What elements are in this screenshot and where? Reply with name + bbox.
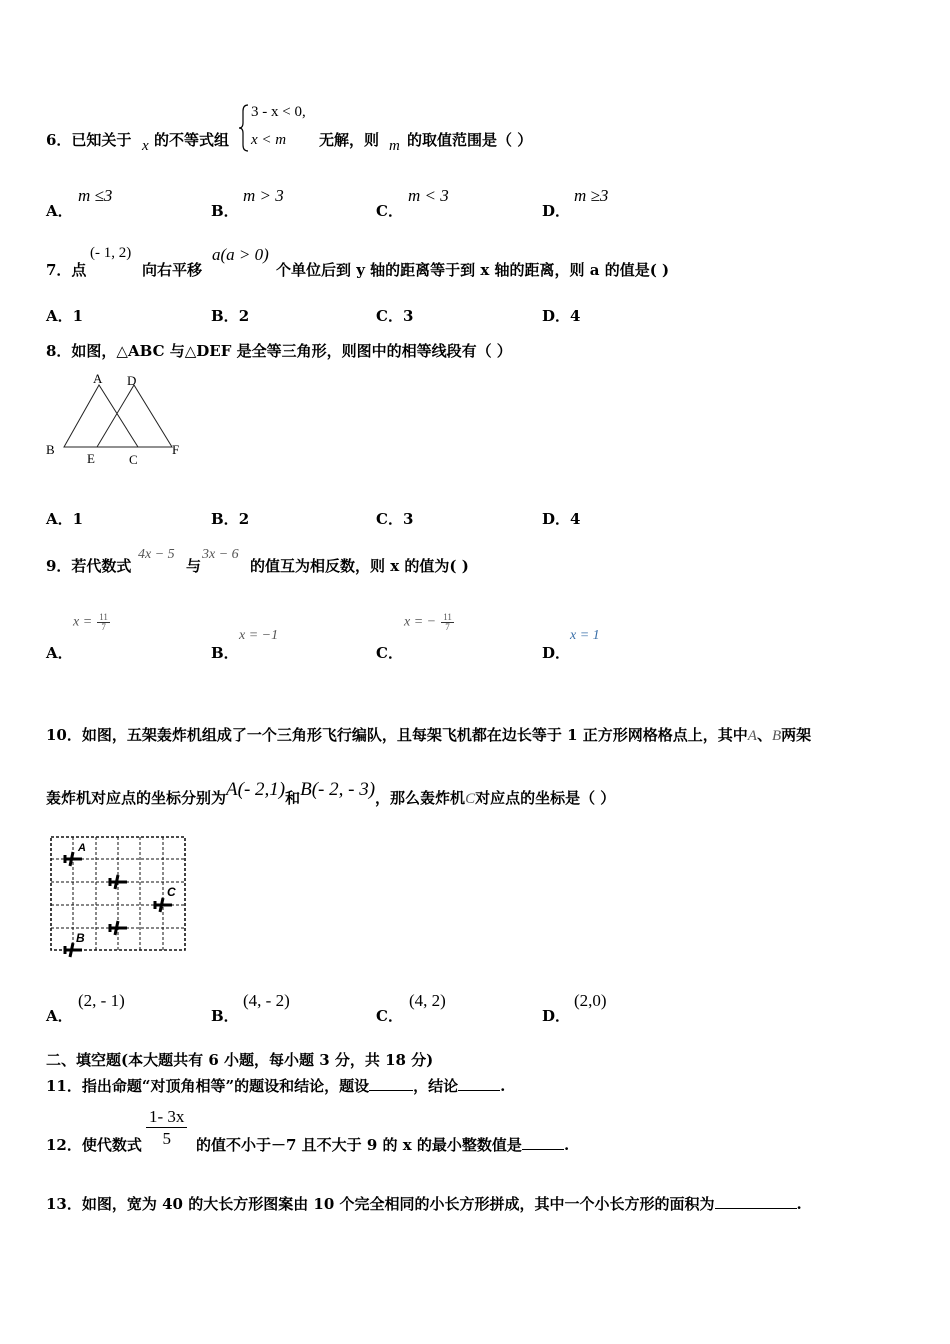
q6-var-x: x xyxy=(142,138,149,154)
q12-fraction xyxy=(146,1107,187,1150)
q9-option-a-den: 7 xyxy=(101,622,106,632)
q10-and: 和 xyxy=(285,789,301,807)
q12-pre: 12．使代数式 xyxy=(46,1136,142,1154)
label-e: E xyxy=(87,451,95,466)
q7-shift: a(a > 0) xyxy=(212,245,269,264)
q9-option-a-num: 11 xyxy=(99,612,108,622)
q7-option-a[interactable] xyxy=(46,305,83,326)
q7-option-c-label: C． xyxy=(376,307,403,325)
q9-option-c-den: 7 xyxy=(445,622,450,632)
q9-option-c-math xyxy=(404,612,454,632)
q7-option-b-label: B． xyxy=(211,307,239,325)
q10-grid-figure xyxy=(48,834,190,962)
q7-option-a-value: 1 xyxy=(72,307,84,325)
q6-option-a-label[interactable]: A． xyxy=(46,202,73,220)
q10-option-d-label[interactable]: D． xyxy=(542,1007,571,1025)
q10-line1-post: 两架 xyxy=(781,726,812,744)
plane-b-icon xyxy=(64,943,82,957)
q8-option-c-value: 3 xyxy=(402,510,414,528)
q12-blank-answer[interactable] xyxy=(522,1137,564,1150)
q6-system-brace xyxy=(238,103,250,157)
q10-option-c-math: (4, 2) xyxy=(409,991,446,1010)
q12-post-text: 的值不小于－7 且不大于 9 的 x 的最小整数值是 xyxy=(196,1136,522,1154)
label-f: F xyxy=(172,442,180,457)
q11-mid: ，结论 xyxy=(413,1077,459,1095)
q7-option-d-label: D． xyxy=(542,307,571,325)
brace-icon xyxy=(238,103,250,153)
q10-option-c-label[interactable]: C． xyxy=(376,1007,403,1025)
q10-var-c: C xyxy=(465,791,476,807)
q9-option-a-fraction xyxy=(97,613,110,632)
plane-icon xyxy=(109,875,127,889)
q7-stem-mid: 向右平移 xyxy=(142,261,203,279)
q10-coord-a: A(- 2,1) xyxy=(226,779,286,800)
q9-stem-mid: 与 xyxy=(186,557,202,575)
q7-option-b-value: 2 xyxy=(238,307,250,325)
q9-stem-post: 的值互为相反数，则 x 的值为( ) xyxy=(250,557,469,575)
q10-var-b: B xyxy=(771,728,782,744)
q12-frac-num: 1- 3x xyxy=(146,1107,187,1128)
q8-option-c[interactable] xyxy=(376,508,413,529)
q6-option-a-math: m ≤3 xyxy=(78,186,113,205)
q8-stem: 8．如图，△ABC 与△DEF 是全等三角形，则图中的相等线段有（ ） xyxy=(46,342,512,360)
q9-option-c-num: 11 xyxy=(443,612,452,622)
q7-option-a-label: A． xyxy=(46,307,73,325)
q10-line1 xyxy=(46,724,811,745)
q9-option-a-math xyxy=(73,612,110,632)
label-a: A xyxy=(93,371,103,386)
q6-stem-post1: 无解，则 xyxy=(319,131,380,149)
q9-expr1: 4x − 5 xyxy=(138,547,175,562)
q7-point: (- 1, 2) xyxy=(90,245,132,261)
q12-frac-den: 5 xyxy=(162,1129,171,1148)
q12-post xyxy=(196,1134,569,1155)
q13-blank-answer[interactable] xyxy=(715,1196,797,1209)
q13 xyxy=(46,1193,802,1214)
q10-line1-pre: 10．如图，五架轰炸机组成了一个三角形飞行编队，且每架飞机都在边长等于 1 正方形网格格点上，其中 xyxy=(46,726,748,744)
q9-stem-pre: 9．若代数式 xyxy=(46,557,132,575)
q8-option-a-label: A． xyxy=(46,510,73,528)
label-c: C xyxy=(129,452,138,467)
q10-var-a: A xyxy=(747,728,757,744)
q9-expr2: 3x − 6 xyxy=(202,547,239,562)
q12-end: . xyxy=(563,1136,570,1154)
q8-option-d-value: 4 xyxy=(570,510,581,528)
label-b: B xyxy=(46,442,55,457)
q7-stem-pre: 7．点 xyxy=(46,261,87,279)
q10-line2-post: 对应点的坐标是（ ） xyxy=(475,789,616,807)
q7-stem-post: 个单位后到 y 轴的距离等于到 x 轴的距离，则 a 的值是( ) xyxy=(276,261,670,279)
triangle-abc xyxy=(64,385,138,447)
q7-option-d[interactable] xyxy=(542,305,580,326)
q8-option-d[interactable] xyxy=(542,508,580,529)
q6-option-c-label[interactable]: C． xyxy=(376,202,403,220)
q10-line2-mid: ，那么轰炸机 xyxy=(375,789,466,807)
q9-option-b-math: x = −1 xyxy=(239,628,279,643)
q9-option-a-lhs: x = xyxy=(73,614,93,630)
q7-option-c[interactable] xyxy=(376,305,413,326)
q11-pre: 11．指出命题“对顶角相等”的题设和结论，题设 xyxy=(46,1077,370,1095)
q8-option-d-label: D． xyxy=(542,510,571,528)
q13-pre: 13．如图，宽为 40 的大长方形图案由 10 个完全相同的小长方形拼成，其中一个小长方形的面积为 xyxy=(46,1195,715,1213)
q7-option-b[interactable] xyxy=(211,305,249,326)
grid-label-a: A xyxy=(78,842,86,854)
q9-option-d-label[interactable]: D． xyxy=(542,644,571,662)
q6-stem-post2: 的取值范围是（ ） xyxy=(407,131,533,149)
q13-end: . xyxy=(796,1195,802,1213)
q9-option-c-fraction xyxy=(441,613,454,632)
q6-option-b-label[interactable]: B． xyxy=(211,202,239,220)
triangle-def xyxy=(97,385,172,447)
q7-option-d-value: 4 xyxy=(570,307,581,325)
q9-option-d-math: x = 1 xyxy=(570,628,600,643)
q11 xyxy=(46,1075,505,1096)
grid-figure xyxy=(48,834,190,958)
q6-stem-pre: 6．已知关于 xyxy=(46,131,132,149)
q11-blank-conclusion[interactable] xyxy=(458,1078,500,1091)
q8-option-a[interactable] xyxy=(46,508,83,529)
q6-option-b-math: m > 3 xyxy=(243,186,284,205)
q7-option-c-value: 3 xyxy=(402,307,414,325)
section-2-heading: 二、填空题(本大题共有 6 小题，每小题 3 分，共 18 分) xyxy=(46,1051,434,1069)
grid-label-c: C xyxy=(167,885,176,899)
q10-option-b-math: (4, - 2) xyxy=(243,991,290,1010)
q10-sep: 、 xyxy=(756,726,772,744)
q8-option-b-value: 2 xyxy=(238,510,250,528)
q10-option-b-label[interactable]: B． xyxy=(211,1007,239,1025)
q9-option-b-label[interactable]: B． xyxy=(211,644,239,662)
label-d: D xyxy=(127,373,137,388)
q10-option-a-label[interactable]: A． xyxy=(46,1007,73,1025)
q10-option-d-math: (2,0) xyxy=(574,991,607,1010)
q9-option-c-lhs: x = − xyxy=(404,614,437,630)
q6-var-m: m xyxy=(389,138,400,154)
q6-option-d-math: m ≥3 xyxy=(574,186,609,205)
q8-option-b-label: B． xyxy=(211,510,239,528)
q10-option-a-math: (2, - 1) xyxy=(78,991,125,1010)
q10-line2-pre: 轰炸机对应点的坐标分别为 xyxy=(46,789,227,807)
q6-system-line1: 3 - x < 0, xyxy=(251,104,306,120)
q8-option-a-value: 1 xyxy=(72,510,84,528)
q8-triangle-figure xyxy=(42,370,192,474)
q9-option-c-label[interactable]: C． xyxy=(376,644,403,662)
q8-option-c-label: C． xyxy=(376,510,403,528)
q9-option-a-label[interactable]: A． xyxy=(46,644,73,662)
q11-blank-premise[interactable] xyxy=(369,1078,413,1091)
q6-system-line2: x < m xyxy=(251,132,287,148)
q10-line2 xyxy=(46,779,615,808)
q8-option-b[interactable] xyxy=(211,508,249,529)
q6-stem-mid: 的不等式组 xyxy=(154,131,230,149)
q6-option-d-label[interactable]: D． xyxy=(542,202,571,220)
q11-post: . xyxy=(500,1077,506,1095)
q6-option-c-math: m < 3 xyxy=(408,186,449,205)
grid-label-b: B xyxy=(76,931,85,945)
q10-coord-b: B(- 2, - 3) xyxy=(300,779,376,800)
